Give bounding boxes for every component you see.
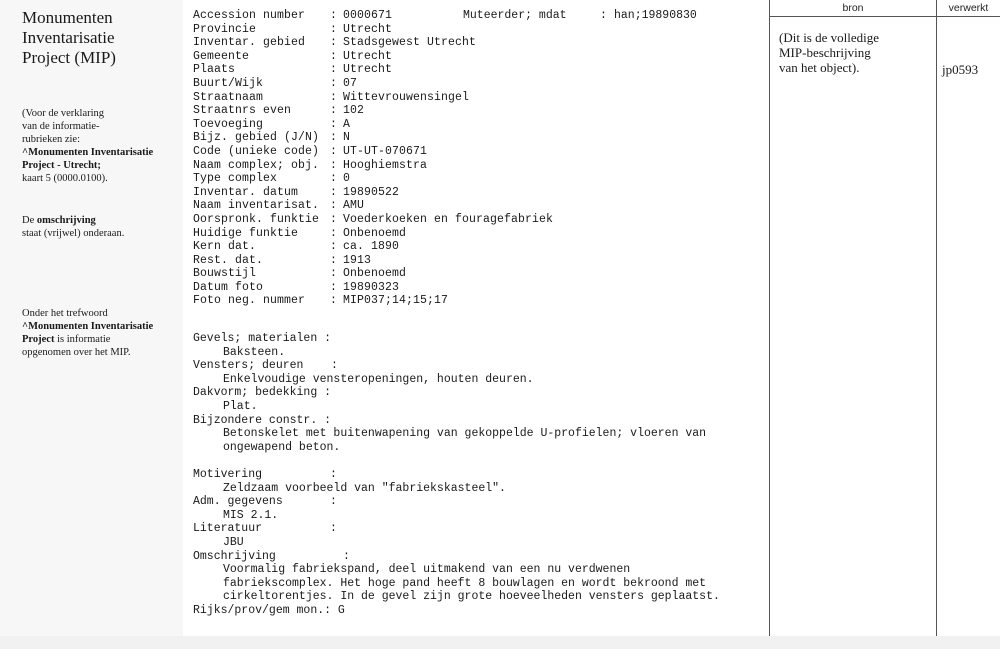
note-line: opgenomen over het MIP. xyxy=(22,347,131,358)
field-colon: : xyxy=(330,63,338,77)
field-label: Datum foto xyxy=(193,280,264,294)
note-bold-text: omschrijving xyxy=(36,215,96,226)
motivering-value: Zeldzaam voorbeeld van "fabriekskasteel". xyxy=(223,481,506,495)
field-colon: : xyxy=(330,76,338,90)
field-label: Buurt/Wijk xyxy=(193,76,264,90)
bron-column-border xyxy=(769,0,770,636)
field-colon: : xyxy=(330,158,338,172)
note-line: (Voor de verklaring xyxy=(22,108,105,119)
bijzondere-constr-value: Betonskelet met buitenwapening van gekoppelde U-profielen; vloeren van xyxy=(223,427,707,441)
field-colon: : xyxy=(330,226,338,240)
field-label: Naam inventarisat. xyxy=(193,199,320,213)
field-label: Rest. dat. xyxy=(193,253,264,267)
bijzondere-constr-value: ongewapend beton. xyxy=(223,440,341,454)
description-section xyxy=(193,332,720,617)
field-value: Wittevrouwensingel xyxy=(343,90,470,104)
bron-note xyxy=(779,30,879,75)
note-text: is informatie xyxy=(54,334,111,345)
header-divider xyxy=(769,16,1000,17)
field-colon: : xyxy=(330,9,338,22)
field-value: Stadsgewest Utrecht xyxy=(343,36,477,50)
literatuur-label xyxy=(193,522,720,536)
omschrijving-label-text: Omschrijving xyxy=(193,549,276,563)
field-label: Type complex xyxy=(193,172,278,186)
field-colon: : xyxy=(330,36,338,50)
vensters-value: Enkelvoudige vensteropeningen, houten deuren. xyxy=(223,372,534,386)
field-colon: : xyxy=(330,522,337,536)
dakvorm-label: Dakvorm; bedekking : xyxy=(193,386,332,400)
note-line: staat (vrijwel) onderaan. xyxy=(22,228,125,239)
field-colon: : xyxy=(330,131,338,145)
field-label: Code (unieke code) xyxy=(193,144,320,158)
field-colon: : xyxy=(330,185,338,199)
field-colon: : xyxy=(330,90,338,104)
field-colon: : xyxy=(330,49,338,63)
vensters-label xyxy=(193,359,720,373)
field-colon: : xyxy=(330,280,338,294)
field-colon: : xyxy=(330,467,337,481)
adm-label-text: Adm. gegevens xyxy=(193,495,283,509)
field-label: Straatnaam xyxy=(193,90,264,104)
field-value: 1913 xyxy=(343,253,372,267)
field-value: 19890323 xyxy=(343,280,400,294)
field-value: Hooghiemstra xyxy=(343,158,428,172)
note-reference: ^Monumenten Inventarisatie xyxy=(22,321,154,332)
field-label: Gemeente xyxy=(193,49,250,63)
field-value: Utrecht xyxy=(343,49,393,63)
bron-line: (Dit is de volledige xyxy=(779,30,880,45)
verwerkt-value: jp0593 xyxy=(942,62,979,77)
field-value: 07 xyxy=(343,76,358,90)
note-reference: Project - Utrecht; xyxy=(22,160,101,171)
motivering-label xyxy=(193,468,720,482)
title-line-3: Project (MIP) xyxy=(22,48,116,67)
literatuur-label-text: Literatuur xyxy=(193,522,263,536)
field-value: 19890522 xyxy=(343,185,400,199)
field-label: Huidige funktie xyxy=(193,226,299,240)
field-colon: : xyxy=(330,294,338,308)
field-colon: : xyxy=(330,117,338,131)
omschrijving-label xyxy=(193,550,720,564)
field-value: UT-UT-070671 xyxy=(343,144,428,158)
field-colon: : xyxy=(600,9,607,22)
field-colon: : xyxy=(330,267,338,281)
gevels-value: Baksteen. xyxy=(223,345,286,359)
field-value: MIP037;14;15;17 xyxy=(343,294,449,308)
bijzondere-constr-label: Bijzondere constr. : xyxy=(193,413,332,427)
field-value: ca. 1890 xyxy=(343,240,400,254)
muteerder-value: han;19890830 xyxy=(614,9,697,22)
field-value: AMU xyxy=(343,199,365,213)
field-label: Inventar. datum xyxy=(193,185,299,199)
keyword-note xyxy=(22,307,153,359)
field-colon: : xyxy=(330,144,338,158)
muteerder-label: Muteerder; mdat xyxy=(463,9,567,22)
field-value: Utrecht xyxy=(343,22,393,36)
note-line xyxy=(22,333,153,346)
field-colon: : xyxy=(343,549,350,563)
field-label: Plaats xyxy=(193,63,236,77)
adm-gegevens-label xyxy=(193,495,720,509)
field-colon: : xyxy=(330,104,338,118)
field-label: Provincie xyxy=(193,22,257,36)
field-label: Inventar. gebied xyxy=(193,36,306,50)
muteerder-field xyxy=(463,9,697,22)
field-value: 102 xyxy=(343,104,365,118)
field-label: Toevoeging xyxy=(193,117,264,131)
field-label: Bouwstijl xyxy=(193,267,257,281)
note-reference: ^Monumenten Inventarisatie xyxy=(22,147,154,158)
document-title xyxy=(22,8,116,68)
bron-header: bron xyxy=(842,2,864,14)
bron-line: van het object). xyxy=(779,60,860,75)
note-text: De xyxy=(22,215,37,226)
bron-line: MIP-beschrijving xyxy=(779,45,871,60)
field-label: Foto neg. nummer xyxy=(193,294,306,308)
note-line xyxy=(22,214,124,227)
note-line: Onder het trefwoord xyxy=(22,308,108,319)
field-colon: : xyxy=(330,253,338,267)
field-value: 0 xyxy=(343,172,351,186)
dakvorm-value: Plat. xyxy=(223,399,258,413)
field-value: Utrecht xyxy=(343,63,393,77)
rijks-mon-label: Rijks/prov/gem mon.: G xyxy=(193,603,345,617)
adm-gegevens-value: MIS 2.1. xyxy=(223,508,279,522)
field-colon: : xyxy=(330,172,338,186)
vensters-label-text: Vensters; deuren : xyxy=(193,359,338,373)
note-bold-text: Project xyxy=(22,334,55,345)
omschrijving-note xyxy=(22,214,124,240)
motivering-label-text: Motivering xyxy=(193,467,263,481)
note-line: kaart 5 (0000.0100). xyxy=(22,173,108,184)
verwerkt-header: verwerkt xyxy=(948,2,989,14)
omschrijving-value: cirkeltorentjes. In de gevel zijn grote hoeveelheden vensters geplaatst. xyxy=(223,590,720,604)
field-label: Naam complex; obj. xyxy=(193,158,320,172)
field-colon: : xyxy=(330,495,337,509)
verwerkt-column-border xyxy=(936,0,937,636)
field-label: Kern dat. xyxy=(193,240,257,254)
field-value: Onbenoemd xyxy=(343,267,407,281)
literatuur-value: JBU xyxy=(223,535,244,549)
field-value: 0000671 xyxy=(343,9,393,22)
field-colon: : xyxy=(330,22,338,36)
title-line-1: Monumenten xyxy=(22,8,113,27)
bottom-margin xyxy=(0,636,1000,649)
explanation-note xyxy=(22,107,153,185)
field-label: Accession number xyxy=(193,9,306,22)
field-label: Oorspronk. funktie xyxy=(193,212,320,226)
field-value: Onbenoemd xyxy=(343,226,407,240)
note-line: van de informatie- xyxy=(22,121,100,132)
gevels-label: Gevels; materialen : xyxy=(193,332,332,345)
field-colon: : xyxy=(330,199,338,213)
field-value: Voederkoeken en fouragefabriek xyxy=(343,212,554,226)
field-value: N xyxy=(343,131,351,145)
note-line: rubrieken zie: xyxy=(22,134,81,145)
field-colon: : xyxy=(330,212,338,226)
field-value: A xyxy=(343,117,351,131)
spacer xyxy=(193,454,720,468)
field-colon: : xyxy=(330,240,338,254)
field-label: Bijz. gebied (J/N) xyxy=(193,131,320,145)
field-label: Straatnrs even xyxy=(193,104,292,118)
omschrijving-value: fabriekscomplex. Het hoge pand heeft 8 bouwlagen en wordt bekroond met xyxy=(223,576,707,590)
title-line-2: Inventarisatie xyxy=(22,28,115,47)
omschrijving-value: Voormalig fabriekspand, deel uitmakend van een nu verdwenen xyxy=(223,563,631,577)
